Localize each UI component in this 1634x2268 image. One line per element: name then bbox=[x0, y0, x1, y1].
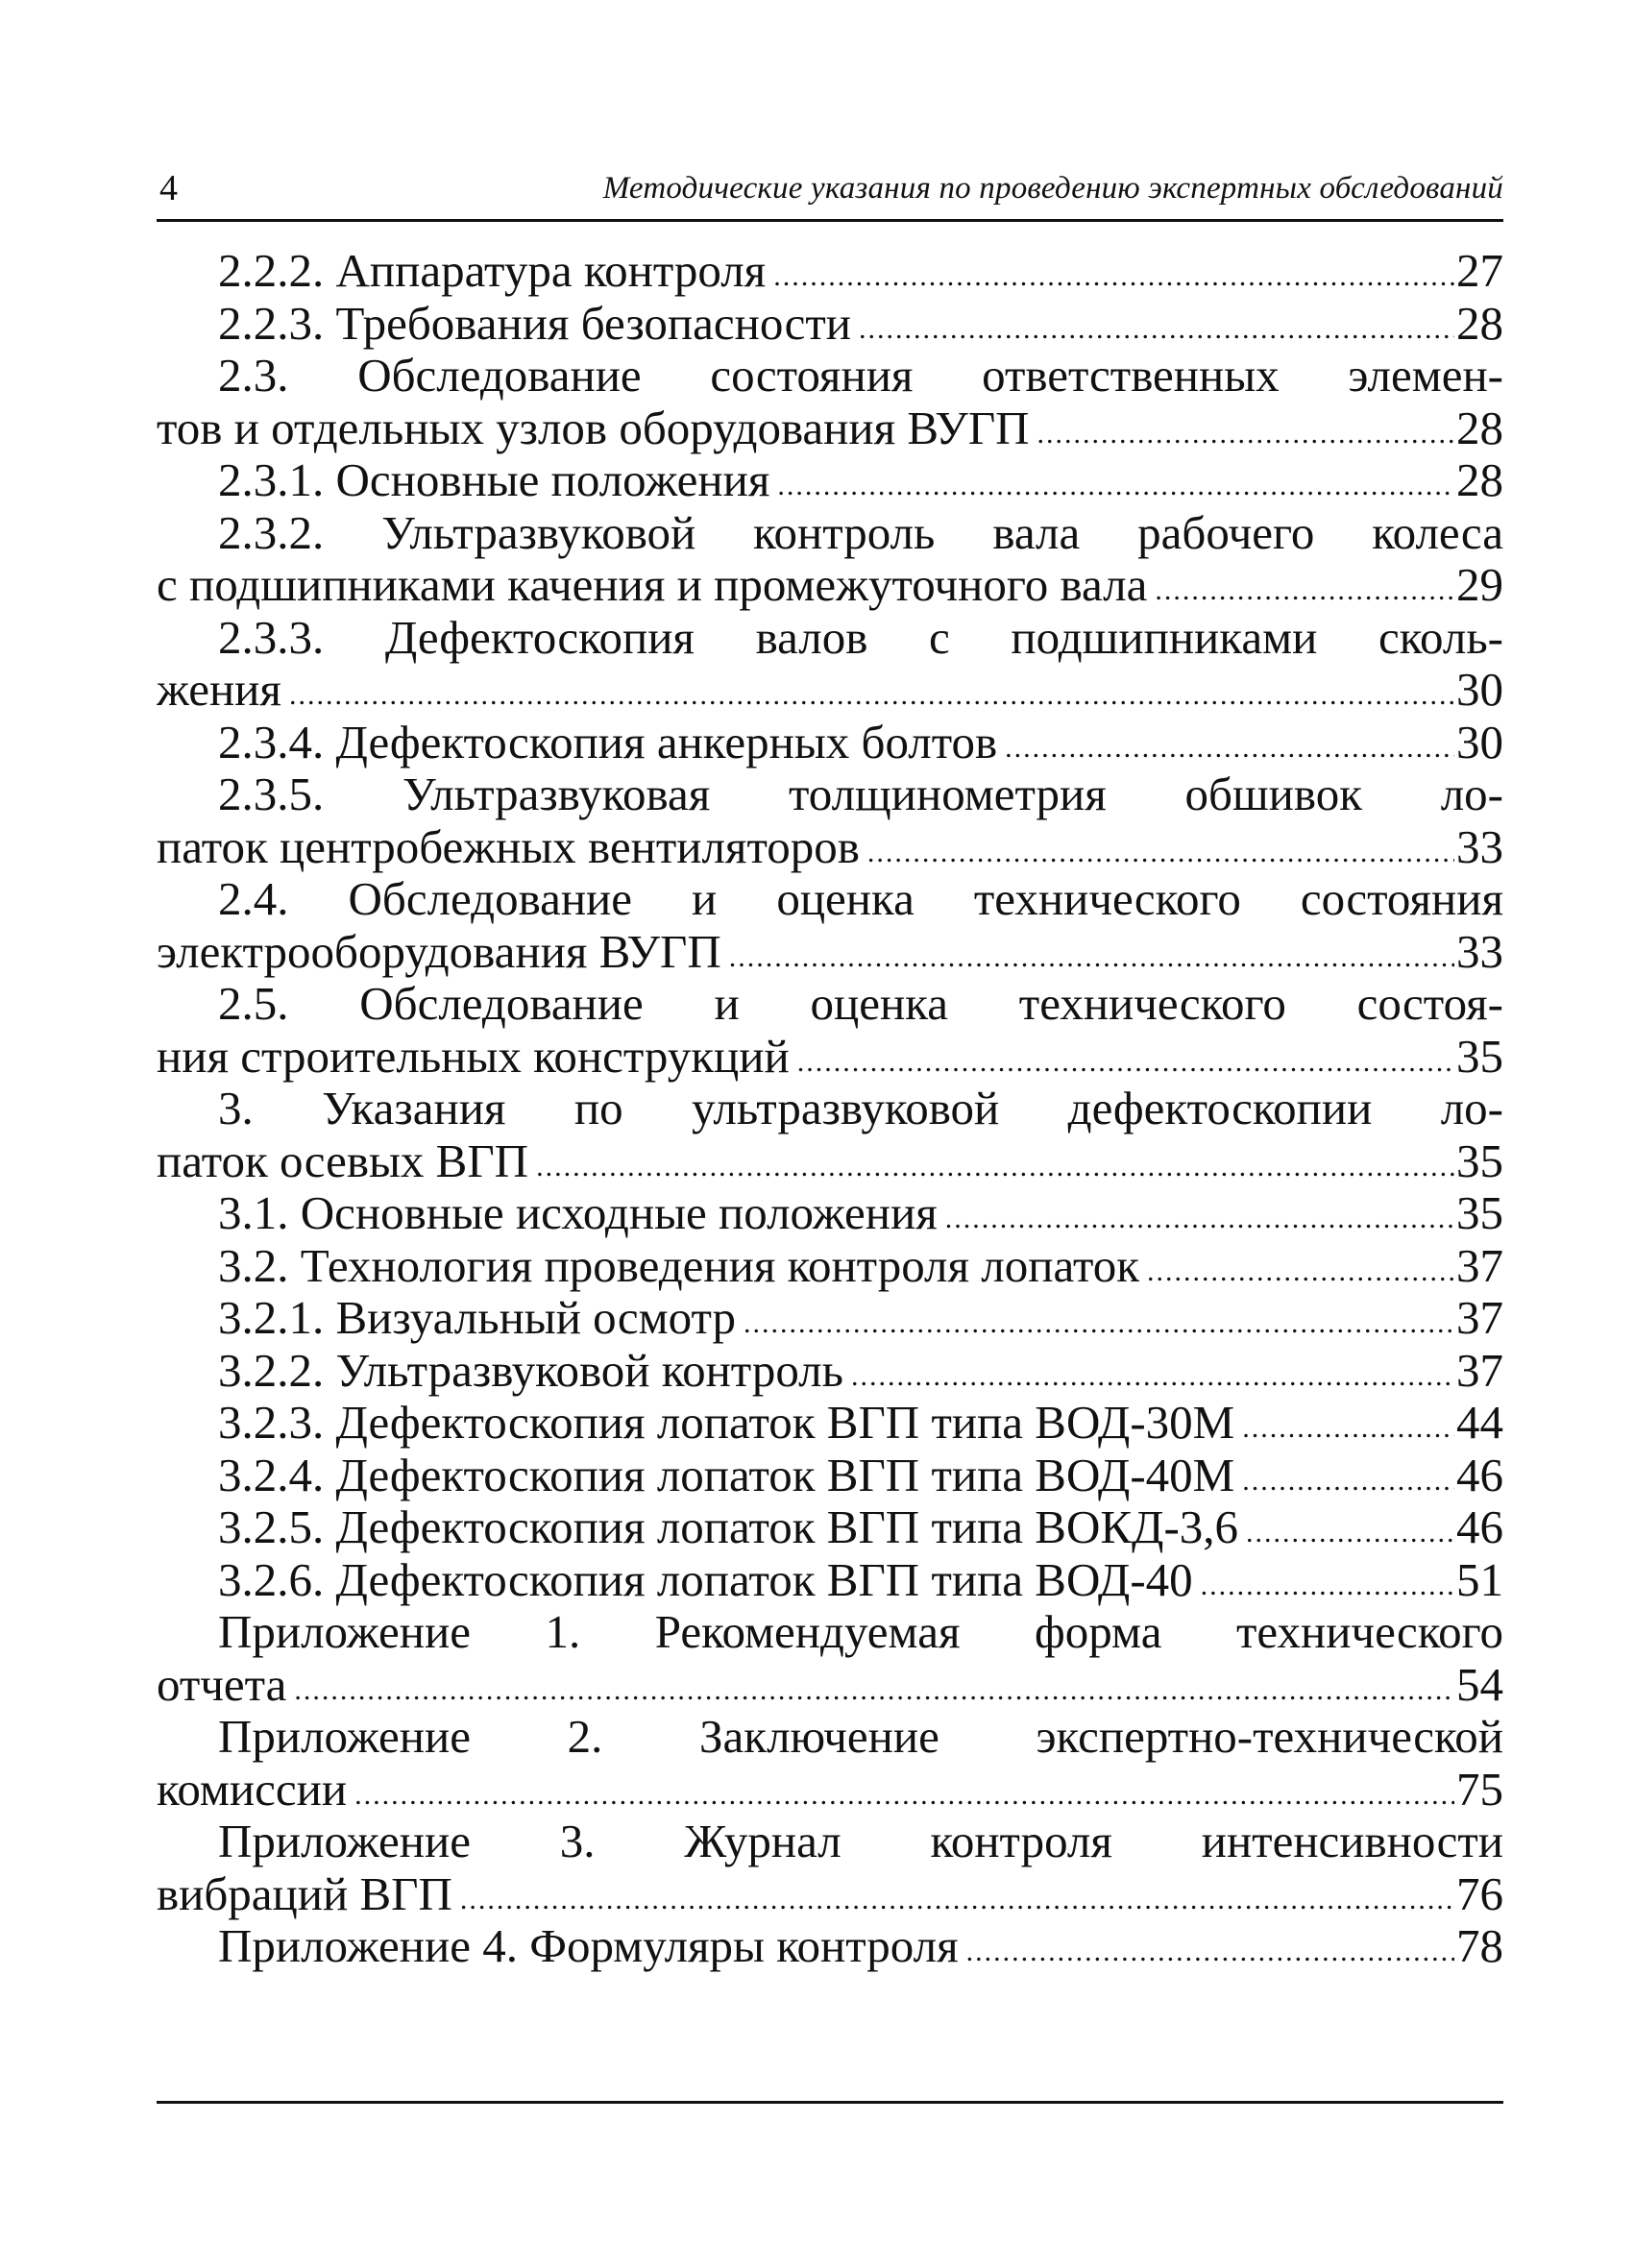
toc-entry[interactable] bbox=[157, 1397, 1503, 1450]
toc-entry-line bbox=[157, 559, 1503, 612]
page-number: 4 bbox=[159, 168, 178, 208]
toc-entry-line bbox=[157, 454, 1503, 507]
toc-entry-text: 2.2.2. Аппаратура контроля bbox=[218, 245, 767, 297]
toc-entry-text: тов и отдельных узлов оборудования ВУГП bbox=[157, 402, 1030, 454]
toc-entry[interactable] bbox=[157, 1554, 1503, 1607]
toc-entry[interactable] bbox=[157, 1187, 1503, 1240]
dot-leader bbox=[777, 460, 1454, 507]
toc-entry[interactable] bbox=[157, 978, 1503, 1083]
toc-page-number: 27 bbox=[1456, 245, 1503, 297]
toc-entry[interactable] bbox=[157, 1606, 1503, 1711]
toc-entry[interactable] bbox=[157, 507, 1503, 612]
toc-entry-line bbox=[157, 402, 1503, 455]
toc-entry[interactable] bbox=[157, 1345, 1503, 1398]
toc-entry-line bbox=[157, 1868, 1503, 1921]
toc-entry-text: 3.2.2. Ультразвуковой контроль bbox=[218, 1344, 843, 1397]
dot-leader bbox=[354, 1769, 1454, 1817]
toc-entry-text: вибраций ВГП bbox=[157, 1867, 452, 1920]
footer-rule bbox=[157, 2101, 1503, 2104]
toc-page-number: 33 bbox=[1456, 925, 1503, 978]
dot-leader bbox=[460, 1874, 1454, 1921]
dot-leader bbox=[1147, 1246, 1454, 1293]
toc-entry[interactable] bbox=[157, 612, 1503, 717]
toc-entry-line: 2.4. Обследование и оценка технического состояния bbox=[218, 873, 1503, 925]
toc-entry[interactable] bbox=[157, 298, 1503, 351]
toc-entry-line bbox=[157, 1764, 1503, 1817]
toc-entry-text: 3.2. Технология проведения контроля лопаток bbox=[218, 1239, 1140, 1292]
toc-page-number: 30 bbox=[1456, 716, 1503, 768]
toc-entry[interactable] bbox=[157, 768, 1503, 873]
toc-entry-text: паток центробежных вентиляторов bbox=[157, 820, 860, 873]
dot-leader bbox=[1242, 1402, 1454, 1450]
toc-entry-line bbox=[157, 1292, 1503, 1345]
dot-leader bbox=[851, 1351, 1454, 1398]
toc-entry-line: Приложение 3. Журнал контроля интенсивности bbox=[218, 1816, 1503, 1867]
toc-entry-line: 2.3.2. Ультразвуковой контроль вала рабочего колеса bbox=[218, 506, 1503, 559]
toc-entry-line: 2.3. Обследование состояния ответственных элемен- bbox=[218, 350, 1503, 402]
toc-page-number: 28 bbox=[1456, 402, 1503, 454]
dot-leader bbox=[1246, 1507, 1454, 1554]
dot-leader bbox=[729, 932, 1454, 979]
toc-entry-line: 2.5. Обследование и оценка технического состоя- bbox=[218, 978, 1503, 1030]
running-title: Методические указания по проведению экспертных обследований bbox=[602, 171, 1503, 206]
toc-entry-line bbox=[157, 1450, 1503, 1502]
toc-entry[interactable] bbox=[157, 1450, 1503, 1502]
toc-entry[interactable] bbox=[157, 1501, 1503, 1554]
toc-entry[interactable] bbox=[157, 1711, 1503, 1816]
toc-page-number: 37 bbox=[1456, 1292, 1503, 1344]
toc-entry-line bbox=[157, 1397, 1503, 1450]
toc-page-number: 35 bbox=[1456, 1030, 1503, 1083]
toc-entry-line bbox=[157, 245, 1503, 298]
toc-page-number: 54 bbox=[1456, 1658, 1503, 1711]
toc-entry-text: отчета bbox=[157, 1658, 287, 1711]
toc-entry-text: жения bbox=[157, 664, 281, 716]
dot-leader bbox=[289, 670, 1454, 717]
toc-entry-text: паток осевых ВГП bbox=[157, 1134, 529, 1187]
dot-leader bbox=[867, 827, 1454, 874]
toc-page-number: 46 bbox=[1456, 1501, 1503, 1553]
toc-entry-line bbox=[157, 1345, 1503, 1398]
toc-page-number: 46 bbox=[1456, 1449, 1503, 1501]
dot-leader bbox=[966, 1926, 1454, 1973]
toc-entry-line bbox=[157, 1031, 1503, 1084]
toc-entry-text: ния строительных конструкций bbox=[157, 1030, 790, 1083]
toc-entry[interactable] bbox=[157, 1816, 1503, 1920]
toc-entry-line bbox=[157, 1920, 1503, 1973]
toc-page-number: 76 bbox=[1456, 1867, 1503, 1920]
toc-page-number: 30 bbox=[1456, 664, 1503, 716]
dot-leader bbox=[797, 1036, 1454, 1084]
toc-entry-text: 3.2.3. Дефектоскопия лопаток ВГП типа ВОД-30М bbox=[218, 1397, 1235, 1449]
toc-entry-line: 2.3.3. Дефектоскопия валов с подшипниками сколь- bbox=[218, 611, 1503, 664]
dot-leader bbox=[536, 1141, 1454, 1188]
toc-page-number: 37 bbox=[1456, 1344, 1503, 1397]
toc-entry-text: 3.2.5. Дефектоскопия лопаток ВГП типа ВОКД-3,6 bbox=[218, 1501, 1239, 1553]
toc-entry-line bbox=[157, 1135, 1503, 1188]
dot-leader bbox=[945, 1193, 1454, 1240]
toc-entry-line bbox=[157, 664, 1503, 717]
toc-entry[interactable] bbox=[157, 1083, 1503, 1187]
toc-page-number: 51 bbox=[1456, 1553, 1503, 1606]
toc-entry-text: с подшипниками качения и промежуточного вала bbox=[157, 559, 1148, 611]
dot-leader bbox=[859, 304, 1454, 351]
toc-entry-text: 3.2.1. Визуальный осмотр bbox=[218, 1292, 737, 1344]
toc-entry-line bbox=[157, 926, 1503, 979]
toc-entry-line: Приложение 1. Рекомендуемая форма технического bbox=[218, 1606, 1503, 1658]
toc-entry-text: электрооборудования ВУГП bbox=[157, 925, 721, 978]
dot-leader bbox=[1242, 1455, 1454, 1502]
dot-leader bbox=[1201, 1560, 1454, 1607]
dot-leader bbox=[1037, 408, 1454, 455]
toc-entry-line bbox=[157, 298, 1503, 351]
toc-entry[interactable] bbox=[157, 1240, 1503, 1293]
toc-page-number: 35 bbox=[1456, 1187, 1503, 1239]
toc-entry-line bbox=[157, 1554, 1503, 1607]
toc-entry[interactable] bbox=[157, 454, 1503, 507]
dot-leader bbox=[294, 1665, 1454, 1712]
toc-entry-line bbox=[157, 1240, 1503, 1293]
toc-page-number: 35 bbox=[1456, 1134, 1503, 1187]
toc-entry-line: 3. Указания по ультразвуковой дефектоскопии ло- bbox=[218, 1083, 1503, 1134]
toc-page-number: 29 bbox=[1456, 559, 1503, 611]
toc-entry-text: 3.2.6. Дефектоскопия лопаток ВГП типа ВОД-40 bbox=[218, 1553, 1193, 1606]
toc-entry-line bbox=[157, 821, 1503, 874]
toc-page-number: 78 bbox=[1456, 1920, 1503, 1972]
toc-page-number: 44 bbox=[1456, 1397, 1503, 1449]
toc-entry-line: 2.3.5. Ультразвуковая толщинометрия обшивок ло- bbox=[218, 768, 1503, 820]
running-header bbox=[157, 161, 1503, 222]
toc-entry-text: 2.3.1. Основные положения bbox=[218, 454, 770, 506]
toc-page-number: 28 bbox=[1456, 454, 1503, 506]
toc-entry[interactable] bbox=[157, 350, 1503, 454]
toc-entry-line bbox=[157, 1187, 1503, 1240]
toc-page-number: 33 bbox=[1456, 820, 1503, 873]
toc-entry[interactable] bbox=[157, 245, 1503, 298]
toc-entry-text: 2.2.3. Требования безопасности bbox=[218, 297, 851, 350]
toc-entry-line bbox=[157, 1501, 1503, 1554]
toc-page-number: 75 bbox=[1456, 1763, 1503, 1816]
toc-page-number: 37 bbox=[1456, 1239, 1503, 1292]
toc-entry-line bbox=[157, 1659, 1503, 1712]
toc-entry-line bbox=[157, 717, 1503, 769]
toc-entry-text: 3.2.4. Дефектоскопия лопаток ВГП типа ВОД-40М bbox=[218, 1449, 1235, 1501]
dot-leader bbox=[744, 1298, 1454, 1345]
toc-entry-text: 3.1. Основные исходные положения bbox=[218, 1187, 938, 1239]
toc-entry[interactable] bbox=[157, 717, 1503, 769]
toc-entry-text: комиссии bbox=[157, 1763, 348, 1816]
toc-entry-text: Приложение 4. Формуляры контроля bbox=[218, 1920, 959, 1972]
toc-entry[interactable] bbox=[157, 1292, 1503, 1345]
toc-entry[interactable] bbox=[157, 1920, 1503, 1973]
table-of-contents bbox=[157, 245, 1503, 1973]
toc-entry[interactable] bbox=[157, 873, 1503, 978]
dot-leader bbox=[773, 251, 1454, 298]
toc-entry-text: 2.3.4. Дефектоскопия анкерных болтов bbox=[218, 716, 998, 768]
toc-entry-line: Приложение 2. Заключение экспертно-технической bbox=[218, 1711, 1503, 1763]
dot-leader bbox=[1155, 565, 1454, 612]
dot-leader bbox=[1005, 722, 1454, 769]
toc-page-number: 28 bbox=[1456, 297, 1503, 350]
